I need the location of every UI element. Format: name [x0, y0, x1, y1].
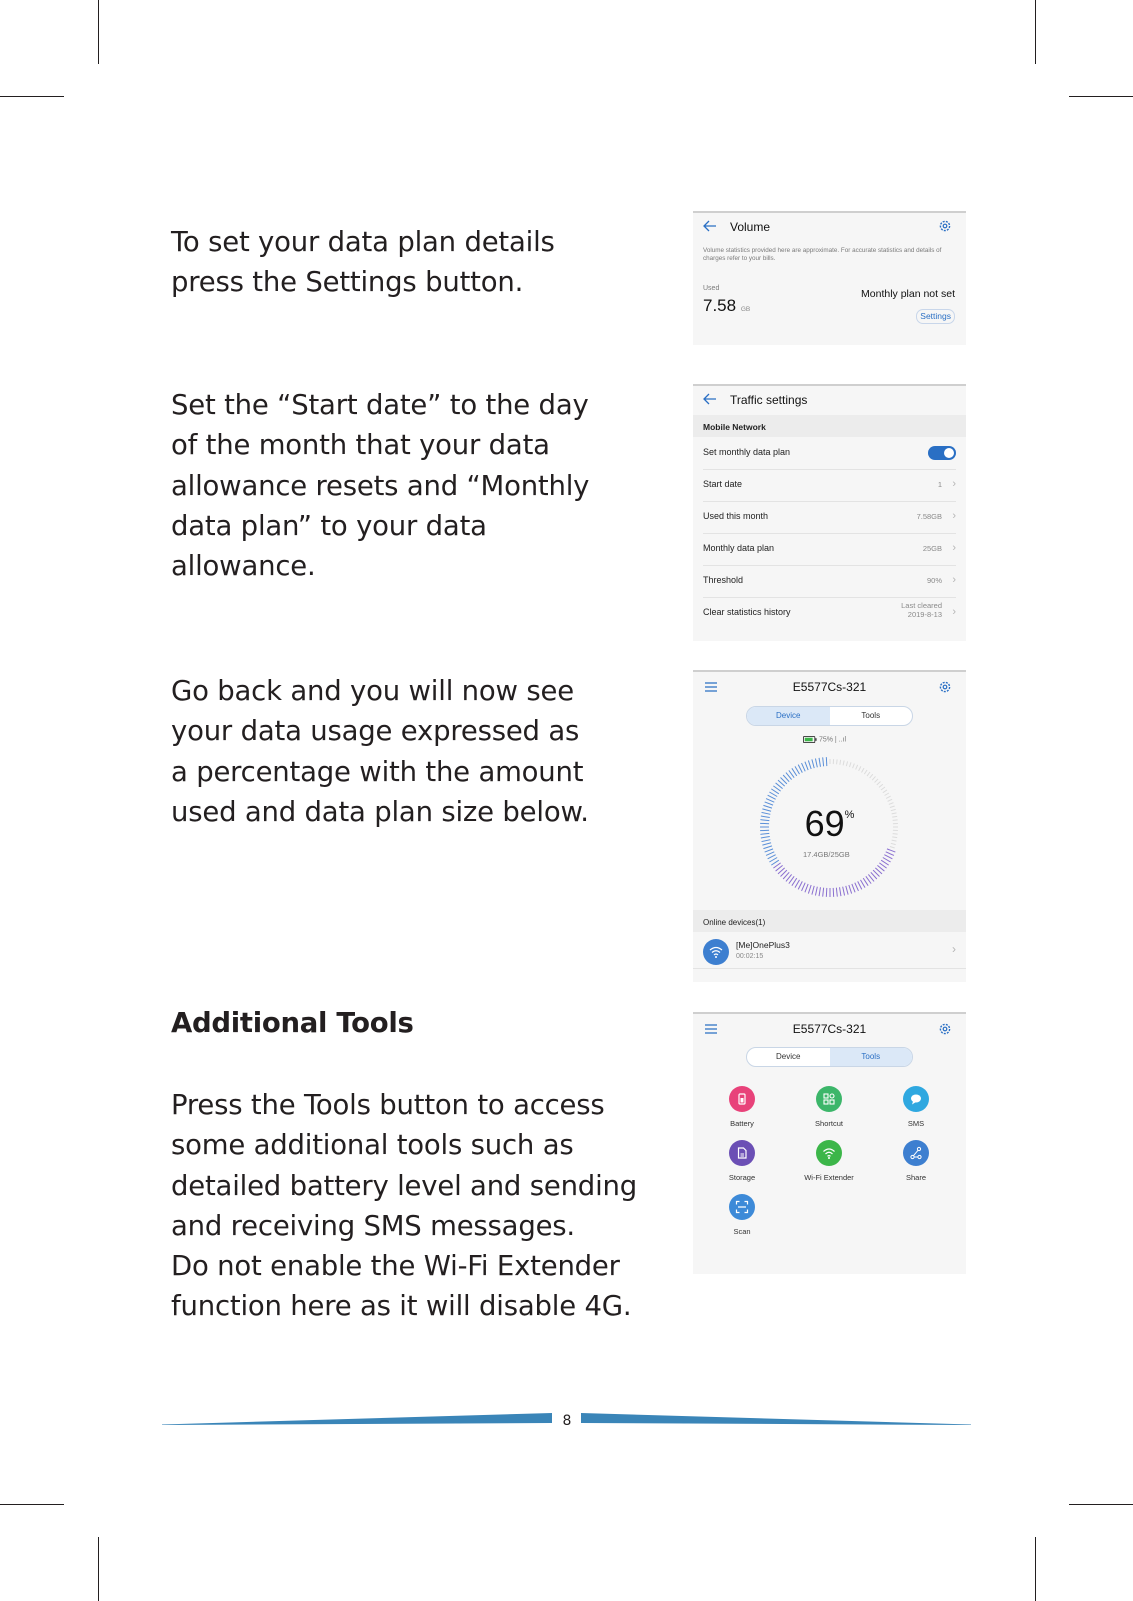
device-name: [Me]OnePlus3	[736, 940, 790, 950]
back-arrow-icon[interactable]	[703, 220, 717, 232]
gauge-tick	[888, 799, 893, 801]
tool-label: Shortcut	[815, 1119, 843, 1128]
gauge-tick	[819, 758, 820, 767]
gauge-tick	[798, 765, 802, 773]
battery-icon	[803, 736, 817, 743]
tab-device[interactable]: Device	[776, 1052, 801, 1061]
gauge-tick	[852, 884, 855, 892]
gauge-tick	[815, 759, 817, 768]
gauge-tick	[855, 883, 859, 891]
setting-row-start-date[interactable]	[703, 469, 956, 502]
usage-percent	[693, 803, 966, 845]
setting-label: Used this month	[703, 511, 769, 521]
toggle-knob	[944, 448, 954, 458]
monthly-plan-toggle-row[interactable]	[703, 437, 956, 470]
gauge-tick	[846, 886, 848, 895]
gauge-tick	[802, 763, 806, 771]
used-amount: 7.58	[703, 296, 737, 315]
gauge-tick	[843, 887, 845, 896]
gauge-tick	[798, 881, 802, 889]
footer-rule-left	[162, 1413, 552, 1425]
gauge-tick	[836, 888, 837, 897]
crop-mark	[0, 1504, 64, 1505]
crop-mark	[98, 1537, 99, 1601]
setting-value: 1	[937, 480, 942, 489]
section-heading-additional-tools: Additional Tools	[171, 1007, 414, 1039]
section-header	[693, 415, 966, 437]
gauge-tick	[765, 849, 773, 852]
gauge-tick	[805, 762, 808, 770]
volume-screenshot	[693, 211, 966, 345]
setting-label: Start date	[703, 479, 743, 489]
gauge-tick	[802, 883, 806, 891]
gauge-tick	[887, 849, 895, 852]
gauge-tick	[843, 760, 844, 765]
volume-notice: Volume statistics provided here are approximate. For accurate statistics and details of charges refer to your bills.	[703, 247, 942, 262]
tab-tools[interactable]: Tools	[861, 711, 881, 720]
last-cleared-date: 2019-8-13	[907, 610, 942, 619]
screen-title: Traffic settings	[730, 393, 808, 407]
setting-label: Clear statistics history	[703, 607, 791, 617]
online-device-row[interactable]	[693, 932, 966, 969]
gauge-tick	[858, 881, 862, 889]
gauge-tick	[805, 884, 808, 892]
sms-icon	[903, 1086, 929, 1112]
setting-value: 25GB	[922, 544, 942, 553]
plan-status: Monthly plan not set	[861, 288, 955, 300]
traffic-settings-screenshot	[693, 384, 966, 641]
crop-mark	[0, 96, 64, 97]
footer-rule-right	[581, 1413, 971, 1425]
gauge-tick	[808, 885, 811, 894]
crop-mark	[98, 0, 99, 64]
gauge-tick	[883, 858, 891, 863]
crop-mark	[1035, 1537, 1036, 1601]
tab-tools[interactable]: Tools	[830, 1048, 913, 1066]
gauge-tick	[872, 776, 875, 780]
gauge-tick	[862, 768, 865, 772]
crop-mark	[1035, 0, 1036, 64]
last-cleared-label: Last cleared	[901, 601, 942, 610]
gear-icon[interactable]	[938, 680, 952, 694]
status-divider	[693, 1012, 966, 1014]
gauge-tick	[875, 779, 879, 783]
chevron-right-icon: ›	[952, 542, 956, 554]
gauge-tick	[840, 887, 841, 896]
tool-label: Battery	[730, 1119, 754, 1128]
usage-amount: 17.4GB/25GB	[803, 850, 850, 859]
shortcut-icon	[816, 1086, 842, 1112]
gauge-tick	[768, 855, 776, 859]
instruction-go-back: Go back and you will now see your data usage expressed as a percentage with the amount used and data plan size below.	[171, 675, 589, 828]
gauge-tick	[879, 784, 883, 787]
setting-row-monthly-data-plan[interactable]	[703, 533, 956, 566]
screen-title: Volume	[730, 220, 771, 234]
tool-wifi-extender[interactable]	[799, 1140, 859, 1182]
setting-row-used-this-month[interactable]	[703, 501, 956, 534]
gauge-tick	[890, 846, 895, 848]
gauge-tick	[881, 787, 885, 790]
toggle-label: Set monthly data plan	[703, 447, 791, 457]
gauge-tick	[769, 792, 777, 797]
gauge-tick	[856, 765, 858, 770]
gauge-tick	[886, 796, 890, 798]
setting-row-threshold[interactable]	[703, 565, 956, 598]
tool-label: Share	[905, 1173, 926, 1182]
used-unit: GB	[740, 306, 751, 313]
setting-value: 7.58GB	[916, 512, 942, 521]
gauge-tick	[766, 799, 774, 803]
gauge-tick	[840, 760, 841, 765]
device-title: E5577Cs-321	[792, 1022, 867, 1036]
section-label: Mobile Network	[703, 422, 766, 432]
status-divider	[693, 384, 966, 386]
status-divider	[693, 670, 966, 672]
gauge-tick	[768, 795, 776, 799]
gauge-tick	[812, 759, 814, 768]
battery-icon	[729, 1086, 755, 1112]
gauge-tick	[808, 760, 811, 769]
tool-scan[interactable]	[712, 1194, 772, 1236]
gauge-tick	[823, 757, 824, 766]
share-icon	[903, 1140, 929, 1166]
chevron-right-icon: ›	[952, 574, 956, 586]
usage-percent-sign: %	[844, 809, 855, 821]
gauge-tick	[823, 888, 824, 897]
gauge-tick	[867, 772, 870, 776]
tab-device[interactable]: Device	[747, 707, 830, 725]
gauge-tick	[763, 846, 772, 849]
setting-label: Monthly data plan	[703, 543, 775, 553]
tools-screenshot	[693, 1012, 966, 1274]
gauge-tick	[886, 852, 894, 856]
battery-status	[803, 736, 846, 743]
instruction-settings: To set your data plan details press the Settings button.	[171, 226, 555, 299]
page-number: 8	[562, 1413, 572, 1429]
gauge-tick	[769, 858, 777, 863]
gauge-tick	[846, 761, 847, 766]
tool-label: Scan	[733, 1227, 751, 1236]
device-tools-tabs	[746, 1047, 913, 1067]
storage-icon	[729, 1140, 755, 1166]
scan-icon	[729, 1194, 755, 1220]
status-divider	[693, 211, 966, 213]
signal-icon: | ..ıl	[834, 736, 847, 744]
gauge-tick	[766, 852, 774, 856]
gauge-tick	[877, 781, 881, 784]
device-time: 00:02:15	[736, 953, 764, 960]
setting-value: 90%	[926, 576, 942, 585]
tool-sms[interactable]	[886, 1086, 946, 1128]
wifi-extender-icon	[816, 1140, 842, 1166]
gauge-tick	[864, 770, 867, 774]
gauge-tick	[883, 790, 887, 793]
gear-icon[interactable]	[938, 219, 952, 233]
device-screenshot	[693, 670, 966, 982]
gauge-tick	[861, 880, 866, 888]
gauge-tick	[849, 885, 852, 894]
instruction-tools: Press the Tools button to access some additional tools such as detailed battery level and sending and receiving SMS messages.	[171, 1089, 637, 1242]
back-arrow-icon[interactable]	[703, 393, 717, 405]
chevron-right-icon: ›	[952, 606, 956, 618]
gear-icon[interactable]	[938, 1022, 952, 1036]
tool-battery[interactable]	[712, 1086, 772, 1128]
gauge-tick	[812, 886, 814, 895]
tool-label: Wi-Fi Extender	[804, 1173, 854, 1182]
settings-button[interactable]: Settings	[916, 309, 955, 324]
crop-mark	[1069, 1504, 1133, 1505]
used-value	[703, 296, 750, 316]
tool-storage[interactable]	[712, 1140, 772, 1182]
tool-share[interactable]	[886, 1140, 946, 1182]
chevron-right-icon: ›	[952, 510, 956, 522]
battery-percent: 75%	[818, 736, 833, 744]
setting-label: Threshold	[703, 575, 744, 585]
usage-percent-value: 69	[804, 803, 845, 844]
tool-shortcut[interactable]	[799, 1086, 859, 1128]
online-devices-label: Online devices(1)	[703, 918, 766, 927]
chevron-right-icon: ›	[952, 942, 956, 956]
wifi-icon	[703, 939, 729, 965]
setting-row-clear-history[interactable]	[703, 597, 956, 629]
monthly-plan-toggle[interactable]	[928, 446, 956, 460]
gauge-tick	[819, 887, 820, 896]
gauge-tick	[837, 759, 838, 764]
gauge-tick	[795, 880, 800, 888]
gauge-tick	[870, 774, 873, 778]
gauge-tick	[849, 762, 851, 767]
gauge-tick	[853, 764, 855, 769]
device-title: E5577Cs-321	[792, 680, 867, 694]
online-devices-header	[693, 910, 966, 932]
instruction-start-date: Set the “Start date” to the day of the month that your data allowance resets and “Monthly data plan” to your data allowance.	[171, 389, 590, 583]
tool-label: SMS	[907, 1119, 925, 1128]
gauge-tick	[885, 793, 889, 796]
gauge-tick	[815, 887, 817, 896]
gauge-tick	[884, 855, 892, 859]
gauge-tick	[859, 766, 861, 770]
used-label: Used	[703, 285, 720, 292]
instruction-wifi-extender-warning: Do not enable the Wi-Fi Extender function here as it will disable 4G.	[171, 1250, 632, 1323]
gauge-tick	[795, 766, 800, 774]
crop-mark	[1069, 96, 1133, 97]
chevron-right-icon: ›	[952, 478, 956, 490]
device-tools-tabs	[746, 706, 913, 726]
tool-label: Storage	[728, 1173, 756, 1182]
